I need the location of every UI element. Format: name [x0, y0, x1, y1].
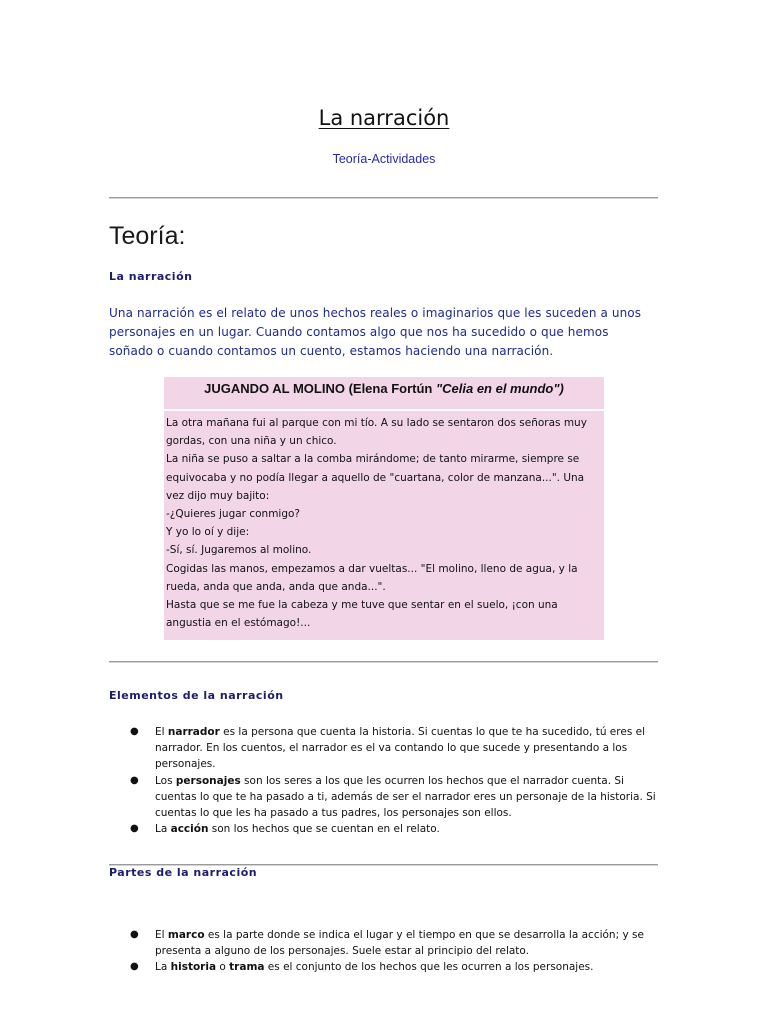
story-line: -¿Quieres jugar conmigo?	[166, 508, 300, 521]
story-line: -Sí, sí. Jugaremos al molino.	[166, 544, 312, 557]
list-item: ● Los personajes son los seres a los que les ocurren los hechos que el narrador cuenta. Si cuentas lo que te ha pasado a ti, además de ser el narrador eres un personaje de la historia. Si cuentas lo que les ha pasado a tus padres, los personajes son ellos.	[130, 774, 656, 820]
parts-list	[130, 927, 660, 976]
theory-heading: Teoría:	[109, 222, 186, 250]
story-line: La otra mañana fui al parque con mi tío. A su lado se sentaron dos señoras muy gordas, con una niña y un chico.	[166, 417, 587, 448]
story-title: JUGANDO AL MOLINO (Elena Fortún "Celia en el mundo")	[164, 377, 604, 411]
story-line: Cogidas las manos, empezamos a dar vueltas... "El molino, lleno de agua, y la rueda, anda que anda, anda que anda...".	[166, 562, 578, 593]
story-line: Hasta que se me fue la cabeza y me tuve que sentar en el suelo, ¡con una angustia en el estómago!...	[166, 599, 558, 630]
story-line: Y yo lo oí y dije:	[166, 526, 250, 539]
bullet-icon: ●	[130, 929, 139, 940]
section-heading-partes: Partes de la narración	[109, 866, 258, 879]
list-item: ● La acción son los hechos que se cuentan en el relato.	[130, 821, 660, 837]
list-item: ● La historia o trama es el conjunto de los hechos que les ocurren a los personajes.	[130, 959, 660, 975]
elements-list	[130, 724, 660, 837]
divider	[109, 661, 658, 663]
story-table	[164, 377, 604, 640]
page-subtitle: Teoría-Actividades	[332, 152, 436, 166]
bullet-icon: ●	[130, 726, 139, 737]
page-title: La narración	[318, 106, 450, 130]
list-item: ● El narrador es la persona que cuenta la historia. Si cuentas lo que te ha sucedido, tú eres el narrador. En los cuentos, el narrador es el va contando lo que sucede y presentando a los personajes.	[130, 726, 646, 771]
story-line: La niña se puso a saltar a la comba mirándome; de tanto mirarme, siempre se equivocaba y no podía llegar a aquello de "cuartana, color de manzana...". Una vez dijo muy bajito:	[166, 453, 585, 502]
section-heading-narracion: La narración	[109, 270, 193, 283]
intro-paragraph: Una narración es el relato de unos hechos reales o imaginarios que les suceden a unos personajes en un lugar. Cuando contamos algo que nos ha sucedido o que hemos soñado o cuando contamos un cuento, estamos haciendo una narración.	[109, 306, 642, 358]
section-heading-elementos: Elementos de la narración	[109, 689, 284, 702]
story-text	[164, 411, 604, 640]
bullet-icon: ●	[130, 961, 139, 973]
list-item: ● El marco es la parte donde se indica el lugar y el tiempo en que se desarrolla la acción; y se presenta a alguno de los personajes. Suele estar al principio del relato.	[130, 929, 644, 958]
bullet-icon: ●	[130, 774, 139, 786]
divider	[109, 197, 658, 199]
bullet-icon: ●	[130, 823, 139, 835]
